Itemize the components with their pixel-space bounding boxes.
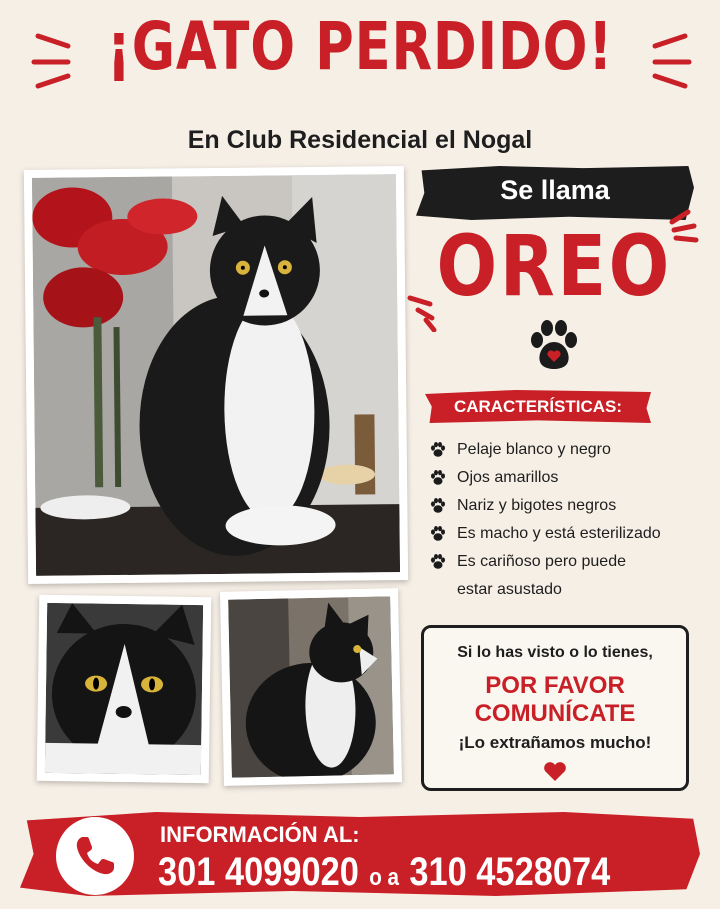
message-line-2b: COMUNÍCATE: [474, 699, 636, 727]
phone-separator: o a: [369, 864, 400, 891]
characteristics-list: [430, 436, 710, 604]
paw-heart-icon: [527, 320, 581, 370]
list-item: Ojos amarillos: [430, 464, 710, 492]
message-call-to-action: [424, 672, 686, 727]
message-box: [421, 625, 689, 791]
name-label: Se llama: [500, 175, 610, 205]
phone-number-1[interactable]: 301 4099020: [158, 850, 359, 894]
list-item: Nariz y bigotes negros: [430, 492, 710, 520]
message-line-2a: POR FAVOR: [485, 672, 625, 699]
pet-name: OREO: [436, 217, 672, 315]
list-item: Es macho y está esterilizado: [430, 520, 710, 548]
list-item-continuation: estar asustado: [457, 581, 562, 598]
cat-closeup-photo: [37, 595, 212, 783]
list-item: Pelaje blanco y negro: [430, 436, 710, 464]
paw-icon: [430, 526, 446, 541]
cat-profile-photo: [220, 588, 402, 786]
paw-icon: [430, 470, 446, 485]
contact-label: INFORMACIÓN AL:: [160, 822, 360, 847]
list-item: Es cariñoso pero puede: [430, 548, 710, 576]
phone-number-2[interactable]: 310 4528074: [409, 850, 611, 894]
poster-subtitle: En Club Residencial el Nogal: [187, 126, 533, 154]
title-burst-left: [28, 30, 78, 90]
message-line-3: ¡Lo extrañamos mucho!: [458, 733, 652, 753]
phone-icon: [56, 817, 134, 895]
paw-icon: [430, 498, 446, 513]
poster-title: ¡GATO PERDIDO!: [106, 8, 614, 85]
paw-icon: [430, 554, 446, 569]
title-burst-right: [645, 30, 695, 90]
main-cat-photo: [24, 166, 408, 584]
name-burst-right: [668, 208, 702, 248]
heart-icon: [543, 761, 567, 781]
message-line-1: Si lo has visto o lo tienes,: [457, 644, 653, 661]
name-burst-left: [404, 292, 440, 332]
paw-icon: [430, 442, 446, 457]
characteristics-title: CARACTERÍSTICAS:: [453, 397, 623, 416]
contact-numbers: [158, 850, 610, 895]
